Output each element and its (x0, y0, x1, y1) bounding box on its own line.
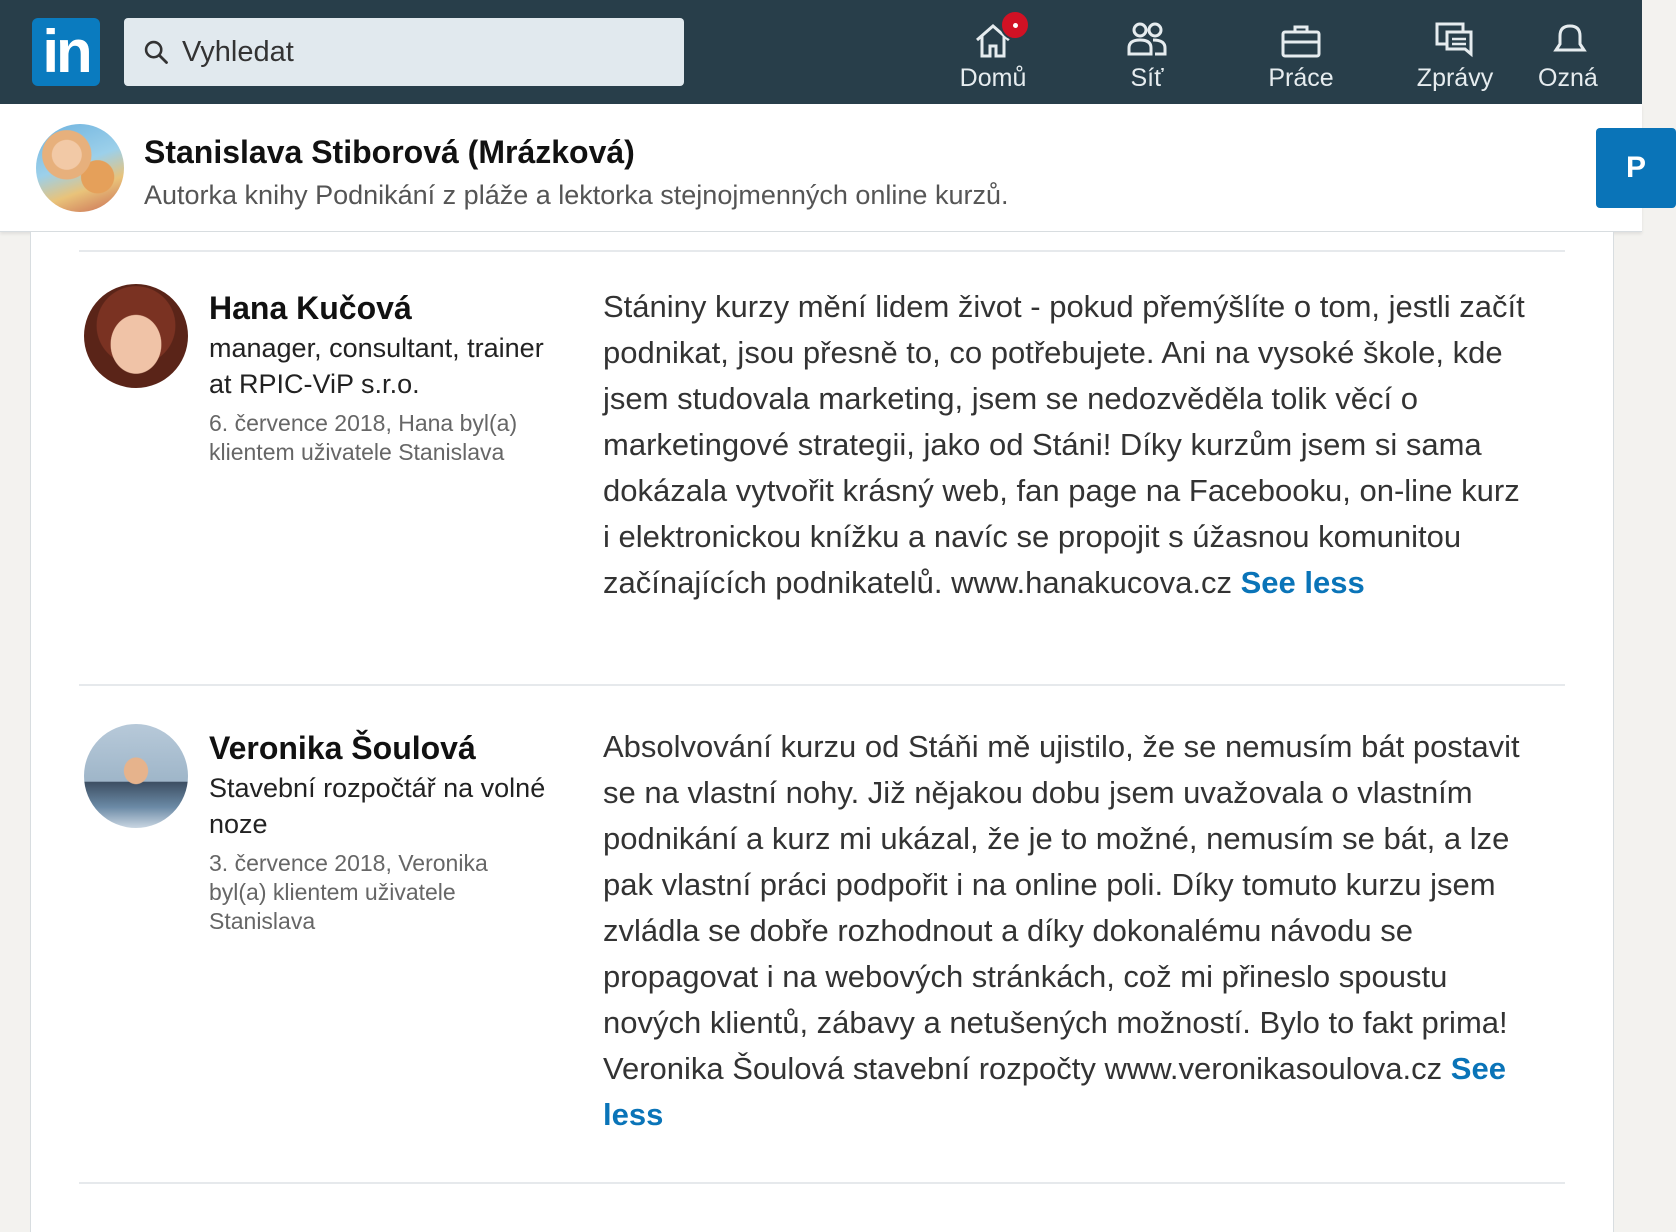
recommender-name[interactable]: Veronika Šoulová (209, 730, 476, 766)
nav-item-home[interactable] (918, 18, 1068, 98)
recommendation-meta: 3. července 2018, Veronika byl(a) klientem uživatele Stanislava (209, 850, 488, 934)
profile-headline: Autorka knihy Podnikání z pláže a lektorka stejnojmenných online kurzů. (144, 180, 1009, 210)
see-less-link[interactable]: See less (1240, 565, 1365, 600)
recommendation-body: Absolvování kurzu od Stáňi mě ujistilo, že se nemusím bát postavit se na vlastní nohy. Již nějakou dobu jsem uvažovala o vlastním podnikání a kurz mi ukázal, že je to možné, nemusím se bát, a lze pak vlastní práci podpořit i na online poli. Díky tomuto kurzu jsem zvládla se dobře rozhodnout a díky dokonalému návodu se propagovat i na webových stránkách, což mi přineslo spoustu nových klientů, zábavy a netušených možností. Bylo to fakt prima! Veronika Šoulová stavební rozpočty www.veronikasoulova.cz (603, 729, 1520, 1086)
notifications-bell-icon (1546, 18, 1594, 62)
top-navigation-bar (0, 0, 1642, 104)
recommender-avatar[interactable] (84, 284, 188, 388)
profile-action-button[interactable]: P (1596, 128, 1676, 208)
network-icon (1123, 18, 1171, 62)
divider (79, 684, 1565, 686)
nav-label-notifications: Ozná (1538, 64, 1598, 92)
messaging-icon (1431, 18, 1479, 62)
recommender-title: Stavební rozpočtář na volné noze (209, 773, 546, 839)
nav-item-jobs[interactable] (1226, 18, 1376, 98)
recommender-title: manager, consultant, trainer at RPIC-ViP s.r.o. (209, 333, 544, 399)
nav-item-network[interactable] (1072, 18, 1222, 98)
recommender-name[interactable]: Hana Kučová (209, 290, 412, 326)
notification-badge (1000, 10, 1030, 40)
nav-label-jobs: Práce (1268, 64, 1334, 92)
recommendation-text (603, 724, 1533, 1138)
profile-avatar[interactable] (36, 124, 124, 212)
profile-name[interactable]: Stanislava Stiborová (Mrázková) (144, 134, 635, 170)
linkedin-logo[interactable]: in (32, 18, 100, 86)
nav-label-messaging: Zprávy (1416, 64, 1494, 92)
recommendations-card (30, 232, 1614, 1232)
jobs-briefcase-icon (1277, 18, 1325, 62)
nav-label-home: Domů (959, 64, 1027, 92)
divider (79, 250, 1565, 252)
search-icon (142, 38, 170, 66)
recommendation-meta: 6. července 2018, Hana byl(a) klientem uživatele Stanislava (209, 410, 518, 465)
recommendation-text (603, 284, 1533, 606)
search-input[interactable] (182, 36, 662, 69)
nav-label-network: Síť (1130, 64, 1164, 92)
recommender-avatar[interactable] (84, 724, 188, 828)
nav-item-notifications[interactable] (1534, 18, 1642, 98)
search-box[interactable] (124, 18, 684, 86)
see-less-link[interactable]: See less (603, 1051, 1506, 1132)
recommendation-body: Stániny kurzy mění lidem život - pokud přemýšlíte o tom, jestli začít podnikat, jsou přesně to, co potřebujete. Ani na vysoké škole, kde jsem studovala marketing, jsem se nedozvěděla tolik věcí o marketingové strategii, jako od Stáni! Díky kurzům jsem si sama dokázala vytvořit krásný web, fan page na Facebooku, on-line kurz i elektronickou knížku a navíc se propojit s úžasnou komunitou začínajících podnikatelů. www.hanakucova.cz (603, 289, 1525, 600)
nav-item-messaging[interactable] (1380, 18, 1530, 98)
divider (79, 1182, 1565, 1184)
profile-header (0, 104, 1647, 232)
